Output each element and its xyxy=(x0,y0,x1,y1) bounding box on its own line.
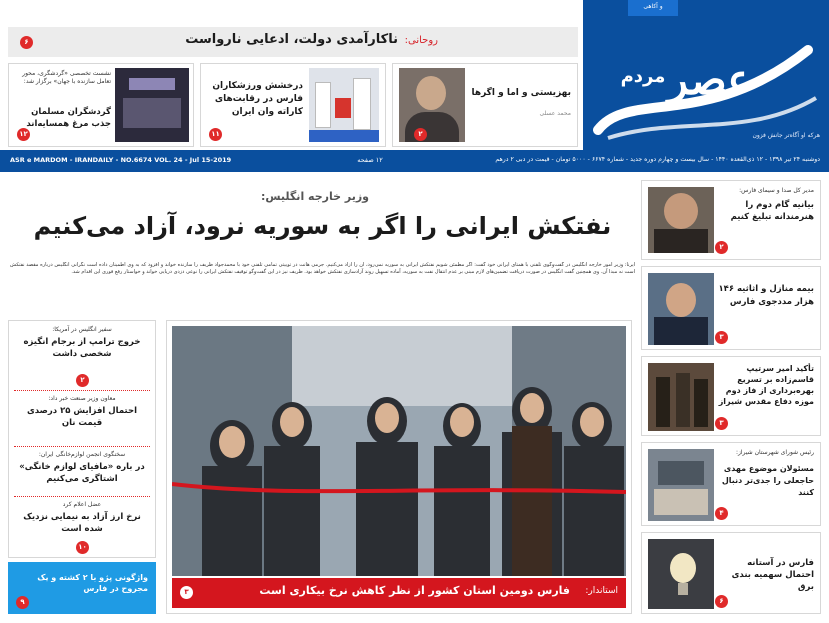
right-item-2-headline: بیمه منازل و اثاثیه ۱۴۶ هزار مددجوی فارس xyxy=(718,284,814,307)
left-item-1-headline: خروج ترامپ از برجام انگیزه شخصی داشت xyxy=(23,337,141,359)
right-item-4-kicker: رئیس شورای شهرستان شیراز: xyxy=(735,449,814,456)
left-item-2-kicker: معاون وزیر صنعت خبر داد: xyxy=(48,395,116,402)
right-item-3[interactable] xyxy=(641,356,821,436)
right-item-5-photo xyxy=(648,539,714,609)
right-item-4-badge: ۴ xyxy=(715,507,728,520)
right-item-4-photo xyxy=(648,449,714,521)
teaser-3-photo xyxy=(115,68,189,142)
masthead-corner-tag: و آکاهی xyxy=(628,0,678,16)
lead-kicker: وزیر خارجه انگلیس: xyxy=(260,190,370,203)
right-item-5-headline: فارس در آستانه احتمال سهمیه بندی برق xyxy=(731,558,814,592)
right-item-1-photo xyxy=(648,187,714,253)
right-item-2-photo xyxy=(648,273,714,345)
teaser-1-page-badge: ۲ xyxy=(414,128,427,141)
left-item-2-headline: احتمال افزایش ۲۵ درصدی قیمت نان xyxy=(26,406,138,428)
top-strip-kicker: روحانی: xyxy=(404,35,438,46)
left-item-3-kicker: سخنگوی انجمن لوازم‌خانگی ایران: xyxy=(38,451,126,458)
right-item-3-photo xyxy=(648,363,714,431)
right-item-1-kicker: مدیر کل صدا و سیمای فارس: xyxy=(739,187,814,194)
blue-box-headline: واژگونی پژو با ۲ کشته و یک مجروح در فارس xyxy=(37,573,148,593)
photo-caption-kicker: استاندار: xyxy=(585,586,618,596)
main-photo xyxy=(172,326,626,576)
top-strip-page-badge: ۶ xyxy=(20,36,33,49)
right-item-5[interactable] xyxy=(641,532,821,614)
teaser-1[interactable] xyxy=(392,63,578,147)
left-item-4-headline: نرخ ارز آزاد به نیمایی نزدیک شده است xyxy=(23,512,141,534)
left-item-4[interactable] xyxy=(14,496,150,556)
masthead-tagline: هرکه او آگاه‌تر جانش فزون xyxy=(752,132,820,139)
left-item-4-kicker: عضل اعلام کرد xyxy=(62,501,102,508)
page-count: ۱۲ صفحه xyxy=(357,156,383,164)
latin-dateline: ASR e MARDOM - IRANDAILY - NO.6674 VOL. 24 - Jul 15-2019 xyxy=(10,156,232,164)
teaser-3-page-badge: ۱۲ xyxy=(17,128,30,141)
teaser-1-photo xyxy=(399,68,465,142)
dateline-text: دوشنبه ۲۴ تیر ۱۳۹۸ - ۱۲ ذی‌القعده ۱۴۴۰ - سال بیست و چهارم دوره جدید - شماره ۶۶۷۴ - ۵۰۰۰ تومان - قیمت در دبی ۲ درهم xyxy=(495,156,820,163)
left-item-3-headline: در باره «مافیای لوازم خانگی» اشتاگری می‌کنیم xyxy=(19,462,145,484)
right-item-2[interactable] xyxy=(641,266,821,350)
blue-box-badge: ۹ xyxy=(16,596,29,609)
right-item-3-badge: ۳ xyxy=(715,417,728,430)
teaser-3-headline: گردشگران مسلمان جذب مرغ همسایه‌اند xyxy=(26,107,111,129)
right-item-1-badge: ۲ xyxy=(715,241,728,254)
right-item-2-badge: ۳ xyxy=(715,331,728,344)
logo-sub: مردم xyxy=(620,66,666,87)
teaser-2-headline: درخشش ورزشکاران فارس در رقابت‌های کاراته وان ایران xyxy=(212,81,303,117)
left-item-1-kicker: سفیر انگلیس در آمریکا: xyxy=(52,326,112,333)
blue-box[interactable] xyxy=(8,562,156,614)
photo-caption[interactable] xyxy=(172,578,626,608)
teaser-3[interactable] xyxy=(8,63,194,147)
left-item-1[interactable] xyxy=(14,326,150,382)
left-item-3[interactable] xyxy=(14,446,150,492)
photo-caption-badge: ۳ xyxy=(180,586,193,599)
right-item-1-headline: بیانیه گام دوم را هنرمندانه تبلیغ کنیم xyxy=(730,200,814,222)
left-item-1-badge: ۲ xyxy=(76,374,89,387)
teaser-2-photo xyxy=(309,68,379,142)
teaser-1-author: محمد عسلی xyxy=(539,110,571,117)
top-strip[interactable] xyxy=(8,27,578,57)
teaser-2[interactable] xyxy=(200,63,386,147)
photo-caption-headline: فارس دومین استان کشور از نظر کاهش نرخ بیکاری است xyxy=(259,584,570,597)
right-item-1[interactable] xyxy=(641,180,821,260)
left-item-2[interactable] xyxy=(14,390,150,440)
lead-body: ایرنا: وزیر امور خارجه انگلیس در گفت‌وگوی تلفنی با همتای ایرانی خود گفت: اگر مطمئن شویم نفتکش ایرانی به سوریه نمی‌رود، آن را آزاد می‌کنیم. جرمی هانت در توییتی تمامی تلفنی خود با محمدجواد ظریف را سازنده خواند و افزود که به وی اطمینان داده است نگرانی انگلیس درباره مقصد نفتکش است نه مبدا آن. وی همچنین گفت انگلیس در صورت دریافت تضمین‌های لازم مبنی بر عدم انتقال نفت به سوریه، آماده تسهیل روند آزادسازی نفتکش خواهد بود. ظریف نیز در این گفت‌وگو توقیف نفتکش ایرانی را نوعی دزدی دریایی خواند و خواستار رفع فوری این اقدام شد. xyxy=(10,262,635,275)
teaser-3-kicker: نشست تخصصی «گردشگری، محور تعامل سازنده با جهان» برگزار شد: xyxy=(22,70,111,85)
left-item-4-badge: ۱۰ xyxy=(76,541,89,554)
right-item-4[interactable] xyxy=(641,442,821,526)
logo-word: عصر xyxy=(667,55,753,104)
teaser-1-headline: بهزیستی و اما و اگرها xyxy=(471,88,571,98)
right-item-4-headline: مسئولان موضوع مهدی حاجعلی را جدی‌تر دنبال کنند xyxy=(721,464,814,497)
top-strip-headline: ناکارآمدی دولت، ادعایی نارواست xyxy=(185,32,398,47)
teaser-2-page-badge: ۱۱ xyxy=(209,128,222,141)
right-item-3-headline: تأکید امیر سرتیپ قاسم‌زاده بر تسریع بهره‌برداری از فاز دوم موزه دفاع مقدس شیراز xyxy=(718,364,814,406)
right-item-5-badge: ۶ xyxy=(715,595,728,608)
lead-headline[interactable]: نفتکش ایرانی را اگر به سوریه نرود، آزاد می‌کنیم xyxy=(33,212,612,240)
